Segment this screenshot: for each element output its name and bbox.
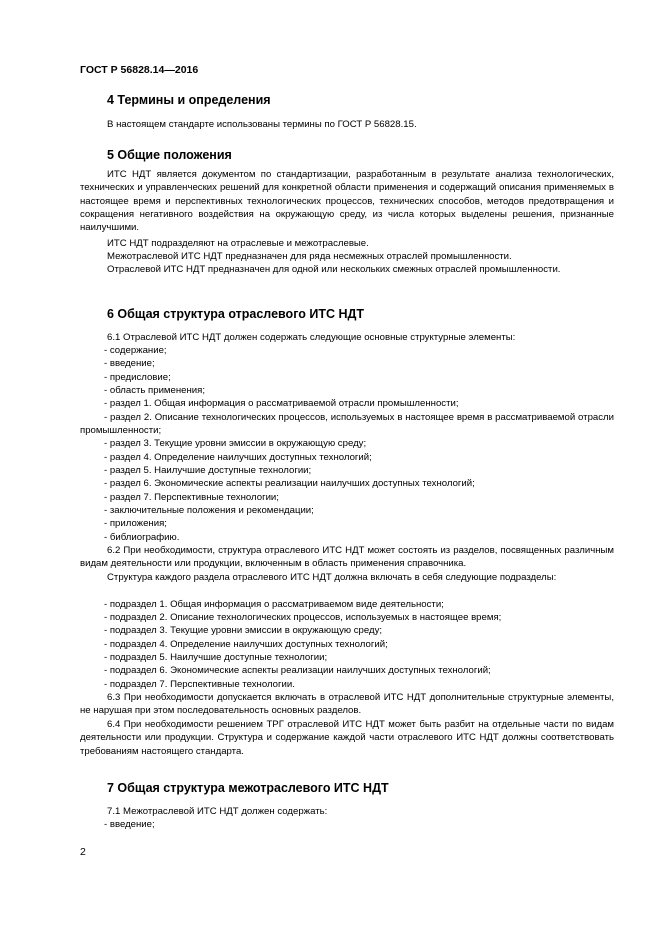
clause-6-1: 6.1 Отраслевой ИТС НДТ должен содержать следующие основные структурные элементы: bbox=[107, 332, 516, 343]
list-item: - введение; bbox=[104, 358, 155, 369]
page-number: 2 bbox=[80, 846, 86, 858]
list-item: - раздел 5. Наилучшие доступные технологии; bbox=[104, 465, 312, 476]
clause-6-3: 6.3 При необходимости допускается включать в отраслевой ИТС НДТ дополнительные структурные элементы, не нарушая при этом последовательность основных разделов. bbox=[80, 692, 614, 717]
section-6-heading: 6 Общая структура отраслевого ИТС НДТ bbox=[107, 307, 365, 321]
document-id-header: ГОСТ Р 56828.14—2016 bbox=[80, 64, 199, 76]
section-5-paragraph-4: Отраслевой ИТС НДТ предназначен для одной или нескольких смежных отраслей промышленности. bbox=[107, 264, 561, 275]
clause-7-1: 7.1 Межотраслевой ИТС НДТ должен содержать: bbox=[107, 806, 328, 817]
section-7-heading: 7 Общая структура межотраслевого ИТС НДТ bbox=[107, 781, 389, 795]
list-item: - раздел 7. Перспективные технологии; bbox=[104, 492, 279, 503]
list-item: - раздел 6. Экономические аспекты реализации наилучших доступных технологий; bbox=[104, 478, 475, 489]
section-4-heading: 4 Термины и определения bbox=[107, 93, 271, 107]
list-item: - библиографию. bbox=[104, 532, 180, 543]
section-5-paragraph-2: ИТС НДТ подразделяют на отраслевые и межотраслевые. bbox=[107, 238, 369, 249]
list-item: - раздел 4. Определение наилучших доступных технологий; bbox=[104, 452, 372, 463]
section-5-paragraph-3: Межотраслевой ИТС НДТ предназначен для ряда несмежных отраслей промышленности. bbox=[107, 251, 512, 262]
list-item: - подраздел 5. Наилучшие доступные технологии; bbox=[104, 652, 328, 663]
clause-6-2-structure: Структура каждого раздела отраслевого ИТС НДТ должна включать в себя следующие подразделы: bbox=[107, 572, 557, 583]
list-item: - содержание; bbox=[104, 345, 167, 356]
list-item: - раздел 1. Общая информация о рассматриваемой отрасли промышленности; bbox=[104, 398, 459, 409]
clause-6-2: 6.2 При необходимости, структура отраслевого ИТС НДТ может состоять из разделов, посвященных различным видам деятельности или продукции, включенным в область применения справочника. bbox=[80, 545, 614, 570]
list-item: - введение; bbox=[104, 819, 155, 830]
list-item: - подраздел 1. Общая информация о рассматриваемом виде деятельности; bbox=[104, 599, 444, 610]
list-item: - раздел 3. Текущие уровни эмиссии в окружающую среду; bbox=[104, 438, 367, 449]
list-item: - заключительные положения и рекомендации; bbox=[104, 505, 314, 516]
list-item: - подраздел 7. Перспективные технологии. bbox=[104, 679, 295, 690]
list-item: - подраздел 6. Экономические аспекты реализации наилучших доступных технологий; bbox=[104, 665, 491, 676]
list-item: - подраздел 3. Текущие уровни эмиссии в окружающую среду; bbox=[104, 625, 383, 636]
list-item: - подраздел 4. Определение наилучших доступных технологий; bbox=[104, 639, 388, 650]
list-item: - раздел 2. Описание технологических процессов, используемых в настоящее время в рассматриваемой отрасли промышленности; bbox=[80, 412, 614, 437]
list-item: - подраздел 2. Описание технологических процессов, используемых в настоящее время; bbox=[104, 612, 502, 623]
section-5-heading: 5 Общие положения bbox=[107, 148, 232, 162]
section-4-paragraph: В настоящем стандарте использованы термины по ГОСТ Р 56828.15. bbox=[107, 119, 417, 130]
list-item: - приложения; bbox=[104, 518, 167, 529]
list-item: - предисловие; bbox=[104, 372, 171, 383]
clause-6-4: 6.4 При необходимости решением ТРГ отраслевой ИТС НДТ может быть разбит на отдельные части по видам деятельности или продукции. Структура и содержание каждой части отраслевого ИТС НДТ должны соответствовать требованиям настоящего стандарта. bbox=[80, 719, 614, 757]
list-item: - область применения; bbox=[104, 385, 206, 396]
section-5-paragraph-1: ИТС НДТ является документом по стандартизации, разработанным в результате анализа технологических, технических и управленческих решений для конкретной области применения и содержащий описания применяемых в настоящее время и перспективных технологических процессов, технических способов, методов предотвращения и сокращения негативного воздействия на окружающую среду, из числа которых выделены решения, признанные наилучшими. bbox=[80, 169, 614, 234]
